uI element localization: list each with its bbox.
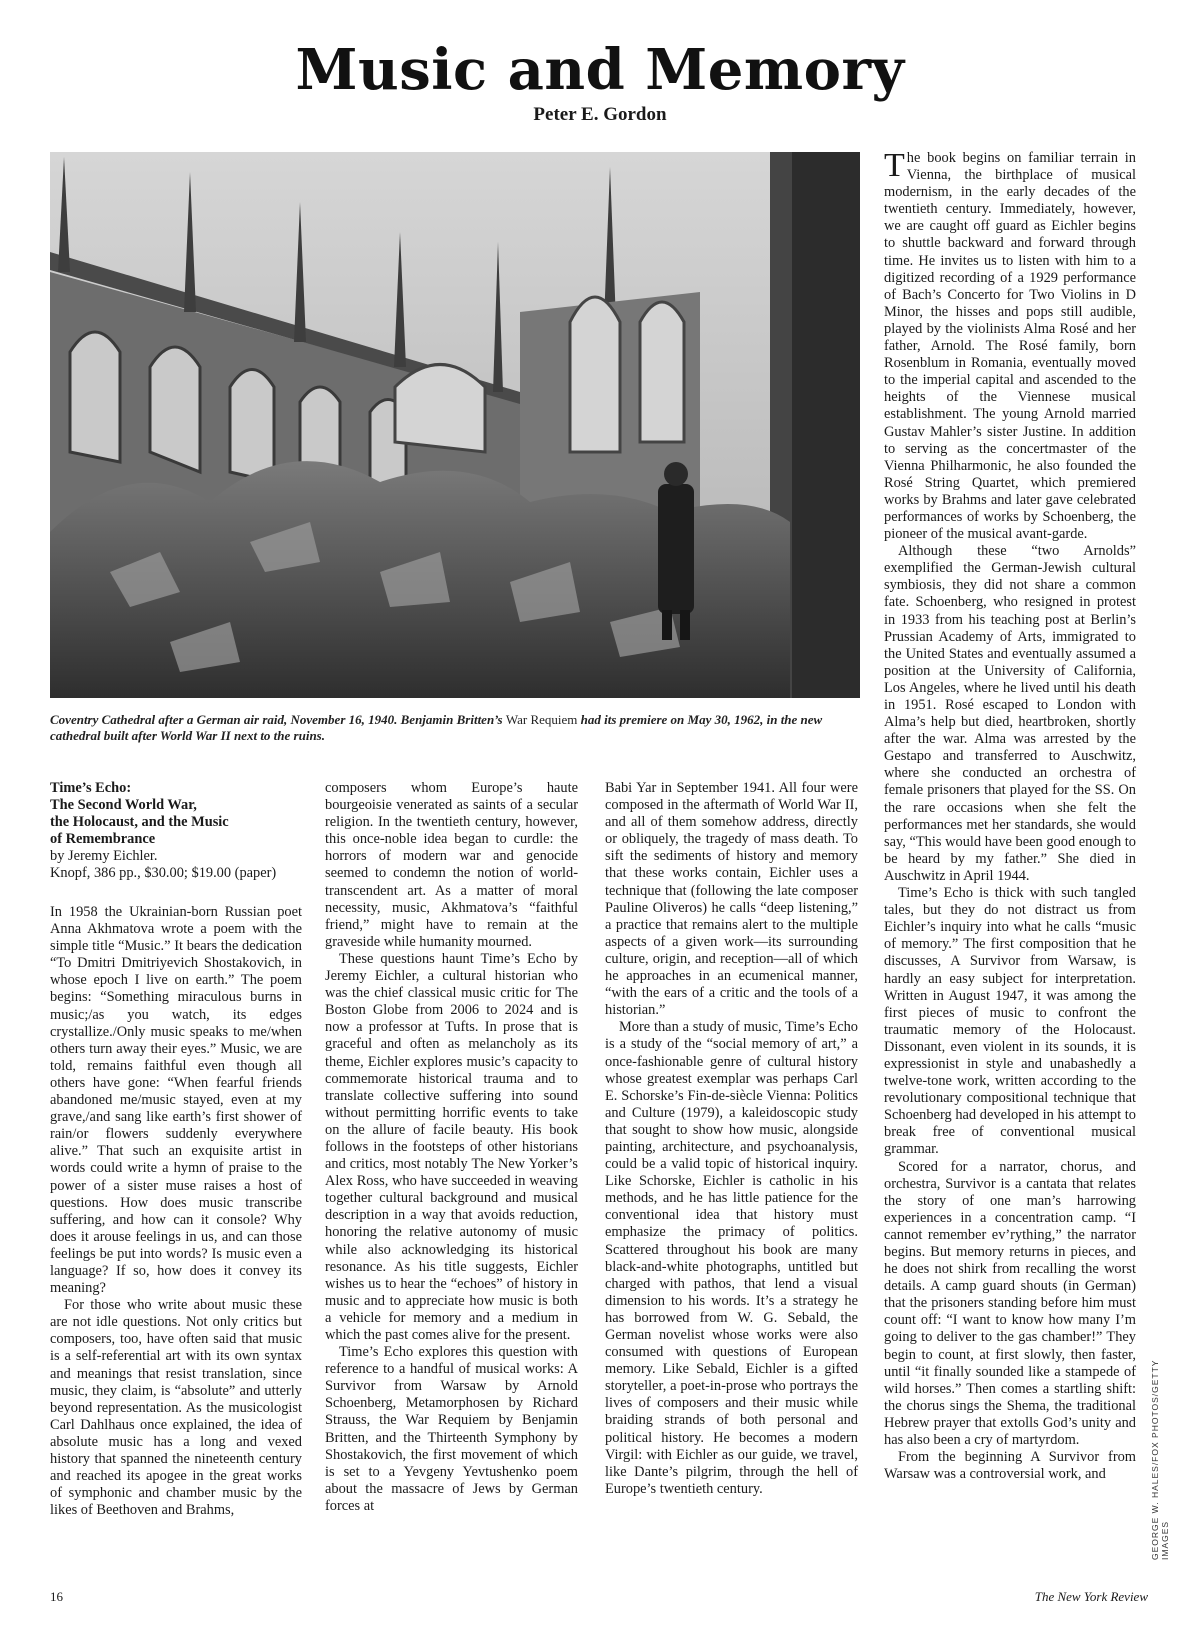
cathedral-ruins-image: [50, 152, 860, 698]
book-title-line: Time’s Echo:: [50, 780, 132, 796]
paragraph: Although these “two Arnolds” exemplified the German-Jewish cultural symbiosis, they did not share a common fate. Schoenberg, who resigned in protest in 1933 from his teaching post at Berlin’s Prussian Academy of Arts, immigrated to the United States and eventually assumed a position at the University of California, Los Angeles, where he lived until his death in 1951. Rosé escaped to London with Alma’s help but died, heartbroken, shortly after the war. Alma was arrested by the Gestapo and transferred to Auschwitz, where she conducted an orchestra of female prisoners that played for the SS. On the rare occasions when she felt the performances met her standards, she would say, “This would have been good enough to be heard by my father.” She died in Auschwitz in April 1944.: [884, 543, 1136, 884]
standing-man-figure: [658, 462, 694, 640]
article-title: Music and Memory: [295, 37, 905, 103]
paragraph: These questions haunt Time’s Echo by Jeremy Eichler, a cultural historian who was the chief classical music critic for The Boston Globe from 2006 to 2024 and is now a professor at Tufts. In prose that is graceful and often as melancholy as its theme, Eichler explores music’s capacity to commemorate historical trauma and to translate collective suffering into sound without permitting horrific events to take on the allure of facile beauty. His book follows in the footsteps of other historians and critics, most notably The New Yorker’s Alex Ross, who have succeeded in weaving together cultural background and musical description in a way that avoids reduction, honoring the relative autonomy of music while also acknowledging its historical resonance. As his title suggests, Eichler wishes us to hear the “echoes” of history in music and to appreciate how music is both a vehicle for memory and a medium in which the past comes alive for the present.: [325, 950, 578, 1343]
page-number: 16: [50, 1589, 63, 1604]
paragraph: Time’s Echo is thick with such tangled tales, but they do not distract us from Eichler’s inquiry into what he calls “music of memory.” The first composition that he discusses, A Survivor from Warsaw, is hardly an easy subject for interpretation. Written in August 1947, it was among the first pieces of music to confront the traumatic memory of the Holocaust. Dissonant, even violent in its sounds, it is expressionist in style and unabashedly a twelve-tone work, written according to the revolutionary compositional technique that Schoenberg had developed in his attempt to break free of conventional musical grammar.: [884, 885, 1136, 1158]
paragraph: [884, 147, 1136, 543]
paragraph: Babi Yar in September 1941. All four were composed in the aftermath of World War II, and all of them somehow address, directly or obliquely, the tragedy of mass death. To sift the sediments of history and memory that these works contain, Eichler uses a technique that (following the late composer Pauline Oliveros) he calls “deep listening,” a practice that remains alert to the multiple aspects of a given work—its surrounding culture, origin, and reception—all of which he approaches in an ecumenical manner, “with the ears of a critic and the tools of a historian.”: [605, 780, 858, 1019]
paragraph: For those who write about music these are not idle questions. Not only critics but composers, too, have often said that music is a self-referential art with its own syntax and meanings that resist translation, since music, they claim, is “absolute” and utterly beyond representation. As the musicologist Carl Dahlhaus once explained, the idea of absolute music has a long and vexed history that spanned the nineteenth century and reached its apogee in the great works of symphonic and chamber music by the likes of Beethoven and Brahms,: [50, 1297, 302, 1519]
book-title-line: The Second World War,: [50, 797, 197, 814]
book-byline: by Jeremy Eichler.: [50, 848, 158, 865]
paragraph: Time’s Echo explores this question with reference to a handful of musical works: A Survivor from Warsaw by Arnold Schoenberg, Metamorphosen by Richard Strauss, the War Requiem by Benjamin Britten, and the Thirteenth Symphony by Shostakovich, the first movement of which is set to a Yevgeny Yevtushenko poem about the massacre of Jews by German forces at: [325, 1344, 578, 1514]
photo-caption: [50, 712, 870, 744]
caption-text-2: had its premiere on May 30, 1962, in the new cathedral built after World War II next to the ruins.: [50, 712, 823, 743]
article-photo: [50, 152, 860, 698]
caption-text: Coventry Cathedral after a German air raid, November 16, 1940. Benjamin Britten’s: [50, 712, 506, 727]
text-column-1: [50, 904, 302, 1519]
publication-name: The New York Review: [1034, 1589, 1148, 1604]
paragraph: From the beginning A Survivor from Warsaw was a controversial work, and: [884, 1449, 1136, 1483]
photo-credit: GEORGE W. HALES/FOX PHOTOS/GETTY IMAGES: [1150, 1359, 1170, 1560]
book-title-line: of Remembrance: [50, 831, 156, 848]
paragraph: Scored for a narrator, chorus, and orchestra, Survivor is a cantata that relates the story of one man’s harrowing experiences in a concentration camp. “I cannot remember ev’rything,” the narrator begins. But memory returns in pieces, and he does not shirk from recalling the worst details. A camp guard shouts (in German) that the prisoners standing before him must count off: “I want to know how many I’m going to deliver to the gas chamber!” They begin to count, at first slowly, then faster, until “it finally sounded like a stampede of wild horses.” Then comes a startling shift: the chorus sings the Shema, the traditional Hebrew prayer that extolls God’s unity and has also been a cry of martyrdom.: [884, 1158, 1136, 1449]
text-column-3: [605, 780, 858, 1498]
drop-cap: T: [884, 147, 905, 184]
caption-work-title: War Requiem: [505, 712, 578, 727]
text-column-2: [325, 780, 578, 1515]
book-title-line: the Holocaust, and the Music: [50, 814, 229, 831]
book-publication: Knopf, 386 pp., $30.00; $19.00 (paper): [50, 865, 277, 882]
article-author: Peter E. Gordon: [533, 104, 667, 125]
text-column-4: [884, 147, 1136, 1483]
book-info: [50, 780, 310, 883]
paragraph: More than a study of music, Time’s Echo is a study of the “social memory of art,” a once-fashionable genre of cultural history whose greatest exemplar was perhaps Carl E. Schorske’s Fin-de-siècle Vienna: Politics and Culture (1979), a kaleidoscopic study that sought to show how music, alongside painting, architecture, and psychoanalysis, could be a valid topic of historical inquiry. Like Schorske, Eichler is catholic in his methods, and he has little patience for the conventional idea that history must emphasize the primacy of politics. Scattered throughout his book are many black-and-white photographs, untitled but charged with pathos, that lend a visual dimension to his words. It’s a strategy he has borrowed from W. G. Sebald, the German novelist whose works were also consumed with questions of European memory. Like Sebald, Eichler is a gifted storyteller, a poet-in-prose who portrays the lives of composers and their music while braiding strands of both personal and political history. He becomes a modern Virgil: with Eichler as our guide, we travel, like Dante’s pilgrim, through the hell of Europe’s twentieth century.: [605, 1019, 858, 1497]
paragraph: composers whom Europe’s haute bourgeoisie venerated as saints of a secular religion. In the twentieth century, however, this once-noble idea began to curdle: the horrors of modern war and genocide seemed to condemn the notion of world-transcendent art. As a matter of moral necessity, music, Akhmatova’s “faithful friend,” might have to remain at the graveside while humanity mourned.: [325, 780, 578, 950]
paragraph: In 1958 the Ukrainian-born Russian poet Anna Akhmatova wrote a poem with the simple title “Music.” It bears the dedication “To Dmitri Dmitriyevich Shostakovich, in whose epoch I live on earth.” The poem begins: “Something miraculous burns in music;/as you watch, its edges crystallize./Only music speaks to me/when others turn away their eyes.” Music, we are told, remains faithful even though all others have gone: “When fearful friends abandoned me/music stayed, even at my grave,/and sang like earth’s first shower of rain/or flowers suddenly everywhere alive.” That such an exquisite artist in words could write a hymn of praise to the power of a sister muse raises a host of questions. How does music transcribe suffering, and how can it console? Why does it arouse feelings in us, and can those feelings be put into words? Is music even a language? If so, how does it convey its meaning?: [50, 904, 302, 1297]
paragraph-text: he book begins on familiar terrain in Vienna, the birthplace of musical modernism, in the early decades of the twentieth century. Immediately, however, we are caught off guard as Eichler begins to shuttle backward and forward through time. He invites us to listen with him to a digitized recording of a 1929 performance of Bach’s Concerto for Two Violins in D Minor, the hisses and pops still audible, played by the violinists Alma Rosé and her father, Arnold. The Rosé family, born Rosenblum in Romania, eventually moved to the imperial capital and ascended to the heights of the Viennese musical establishment. The young Arnold married Gustav Mahler’s sister Justine. In addition to serving as the concertmaster of the Vienna Philharmonic, he also founded the Rosé String Quartet, which premiered works by Brahms and later gave celebrated performances of works by Schoenberg, the pioneer of the musical avant-garde.: [884, 150, 1136, 543]
